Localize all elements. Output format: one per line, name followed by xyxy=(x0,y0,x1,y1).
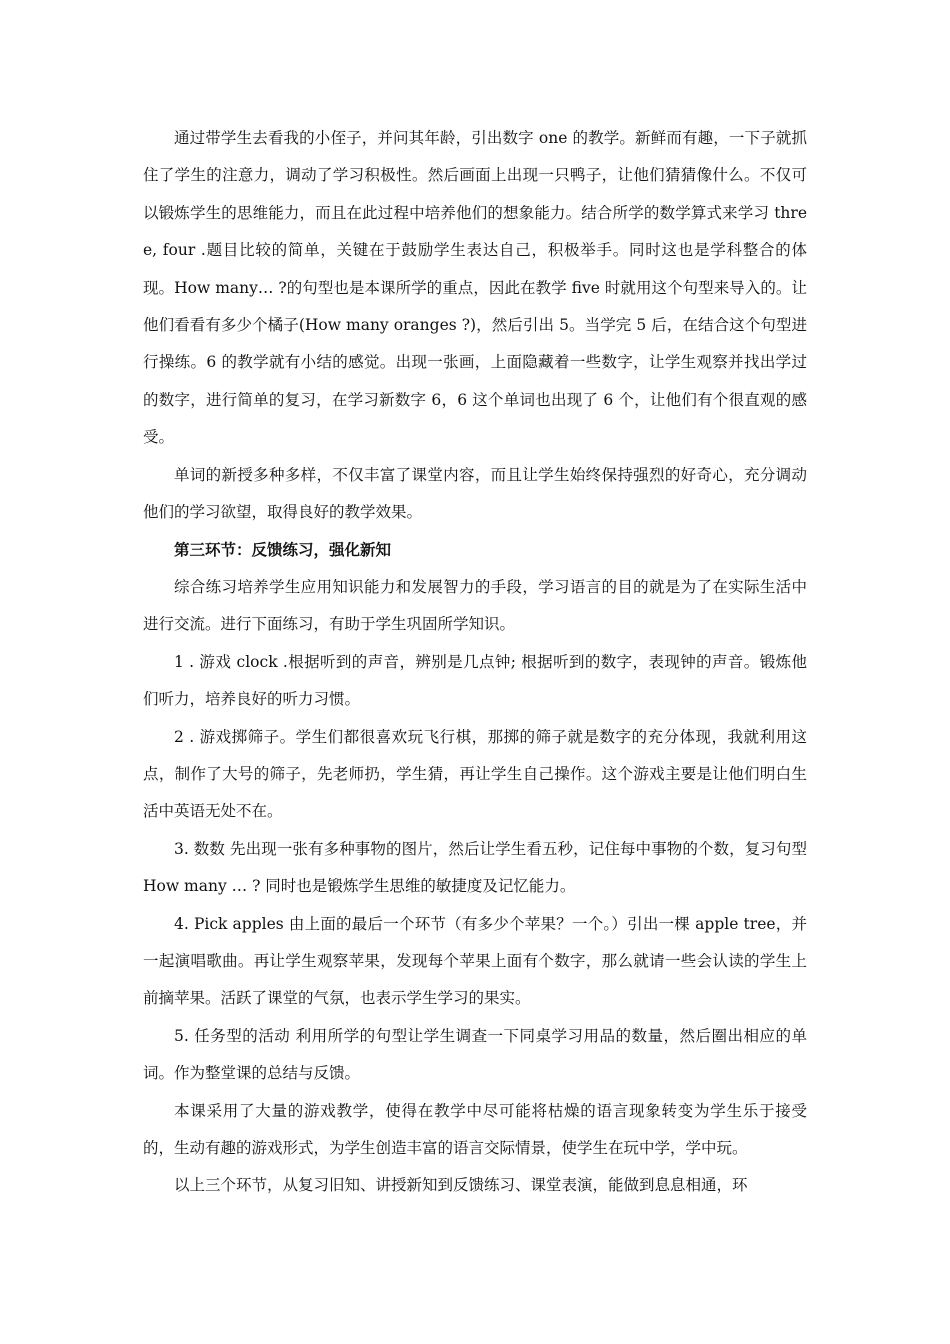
document-body xyxy=(143,120,807,1205)
paragraph-game-dice: 2 . 游戏掷筛子。学生们都很喜欢玩飞行棋，那掷的筛子就是数字的充分体现，我就利用这点，制作了大号的筛子，先老师扔，学生猜，再让学生自己操作。这个游戏主要是让他们明白生活中英语无处不在。 xyxy=(143,727,807,821)
paragraph-counting: 3. 数数 先出现一张有多种事物的图片，然后让学生看五秒，记住每中事物的个数，复习句型 How many … ? 同时也是锻炼学生思维的敏捷度及记忆能力。 xyxy=(143,839,807,896)
paragraph-game-clock: 1 . 游戏 clock .根据听到的声音，辨别是几点钟; 根据听到的数字，表现钟的声音。锻炼他们听力，培养良好的听力习惯。 xyxy=(143,652,807,709)
paragraph-task-activity: 5. 任务型的活动 利用所学的句型让学生调查一下同桌学习用品的数量，然后圈出相应的单词。作为整堂课的总结与反馈。 xyxy=(143,1026,807,1083)
paragraph-game-teaching: 本课采用了大量的游戏教学，使得在教学中尽可能将枯燥的语言现象转变为学生乐于接受的，生动有趣的游戏形式，为学生创造丰富的语言交际情景，使学生在玩中学，学中玩。 xyxy=(143,1101,807,1157)
paragraph-vocabulary-summary: 单词的新授多种多样，不仅丰富了课堂内容，而且让学生始终保持强烈的好奇心，充分调动他们的学习欲望，取得良好的教学效果。 xyxy=(143,465,807,522)
section-heading-feedback-practice: 第三环节：反馈练习，强化新知 xyxy=(174,540,392,560)
paragraph-conclusion: 以上三个环节，从复习旧知、讲授新知到反馈练习、课堂表演，能做到息息相通，环 xyxy=(174,1176,748,1195)
paragraph-pick-apples: 4. Pick apples 由上面的最后一个环节（有多少个苹果？一个。）引出一棵 apple tree，并一起演唱歌曲。再让学生观察苹果，发现每个苹果上面有个数字，那么就请一些会认读的学生上前摘苹果。活跃了课堂的气氛，也表示学生学习的果实。 xyxy=(143,914,807,1008)
paragraph-intro-numbers: 通过带学生去看我的小侄子，并问其年龄，引出数字 one 的教学。新鲜而有趣，一下子就抓住了学生的注意力，调动了学习积极性。然后画面上出现一只鸭子，让他们猜猜像什么。不仅可以锻炼学生的思维能力，而且在此过程中培养他们的想象能力。结合所学的数学算式来学习 three, four .题目比较的简单，关键在于鼓励学生表达自己，积极举手。同时这也是学科整合的体现。How many… ?的句型也是本课所学的重点，因此在教学 five 时就用这个句型来导入的。让他们看看有多少个橘子(How many oranges ?)，然后引出 5。当学完 5 后，在结合这个句型进行操练。6 的教学就有小结的感觉。出现一张画，上面隐藏着一些数字，让学生观察并找出学过的数字，进行简单的复习，在学习新数字 6，6 这个单词也出现了 6 个，让他们有个很直观的感受。 xyxy=(143,129,807,447)
paragraph-practice-intro: 综合练习培养学生应用知识能力和发展智力的手段，学习语言的目的就是为了在实际生活中进行交流。进行下面练习，有助于学生巩固所学知识。 xyxy=(143,577,807,634)
